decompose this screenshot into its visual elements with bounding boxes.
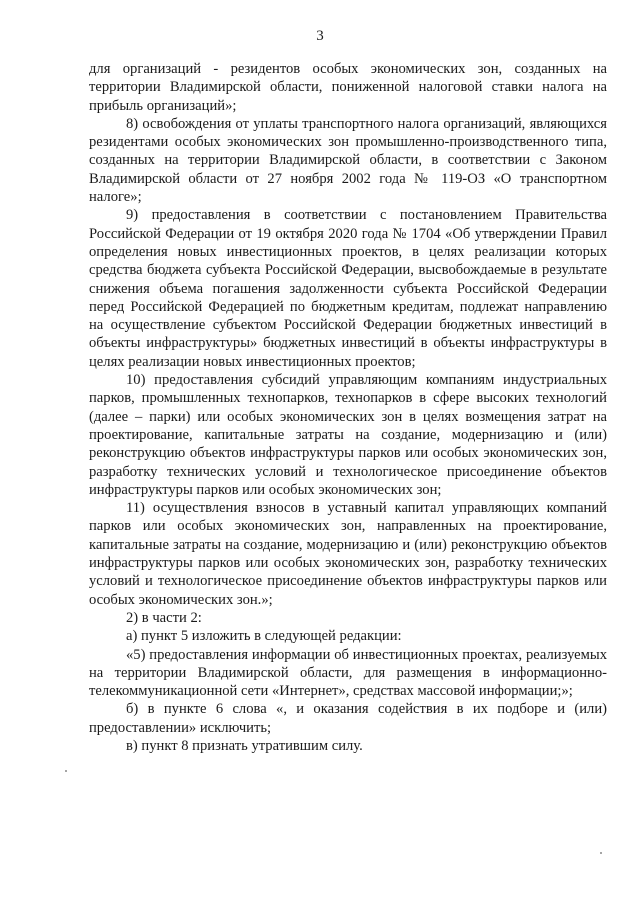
paragraph-item-11: 11) осуществления взносов в уставный капитал управляющих компаний парков или особых экономических зон, направленных на проектирование, капитальные затраты на создание, модернизацию и (или) реконструкцию объектов инфраструктуры парков или особых экономических зон, разработку технических условий и технологическое присоединение объектов инфраструктуры парков или особых экономических зон.»; <box>89 500 607 608</box>
paragraph-subitem-c: в) пункт 8 признать утратившим силу. <box>126 737 363 754</box>
scan-speck <box>600 852 602 854</box>
paragraph-continuation: для организаций - резидентов особых экономических зон, созданных на территории Владимирской области, пониженной налоговой ставки налога на прибыль организаций»; <box>89 61 607 114</box>
page-number: 3 <box>316 28 324 44</box>
paragraph-quoted-item-5: «5) предоставления информации об инвестиционных проектах, реализуемых на территории Владимирской области, для размещения в информационно-телекоммуникационной сети «Интернет», средствах массовой информации;»; <box>89 646 607 700</box>
paragraph-item-9: 9) предоставления в соответствии с постановлением Правительства Российской Федерации от 19 октября 2020 года № 1704 «Об утверждении Правил определения новых инвестиционных проектов, в целях реализации которых средства бюджета субъекта Российской Федерации, высвобождаемые в результате снижения объема погашения задолженности субъекта Российской Федерации перед Российской Федерацией по бюджетным кредитам, подлежат направлению на осуществление субъектом Российской Федерации бюджетных инвестиций в объекты инфраструктуры» бюджетных инвестиций в объекты инфраструктуры в целях реализации новых инвестиционных проектов; <box>89 207 607 370</box>
paragraph-item-10: 10) предоставления субсидий управляющим компаниям индустриальных парков, промышленных технопарков, технопарков в сфере высоких технологий (далее – парки) или особых экономических зон в целях возмещения затрат на проектирование, капитальные затраты на создание, модернизацию и (или) реконструкцию объектов инфраструктуры парков или особых экономических зон, разработку технических условий и технологическое присоединение объектов инфраструктуры парков или особых экономических зон; <box>89 372 607 498</box>
scan-speck <box>65 770 67 772</box>
paragraph-part-2: 2) в части 2: <box>126 609 202 626</box>
document-body <box>89 60 607 755</box>
paragraph-item-8: 8) освобождения от уплаты транспортного налога организаций, являющихся резидентами особых экономических зон промышленно-производственного типа, созданных на территории Владимирской области, в соответствии с Законом Владимирской области от 27 ноября 2002 года № 119-ОЗ «О транспортном налоге»; <box>89 115 607 206</box>
paragraph-subitem-a: а) пункт 5 изложить в следующей редакции: <box>126 628 402 645</box>
paragraph-subitem-b: б) в пункте 6 слова «, и оказания содействия в их подборе и (или) предоставлении» исключить; <box>89 701 607 736</box>
